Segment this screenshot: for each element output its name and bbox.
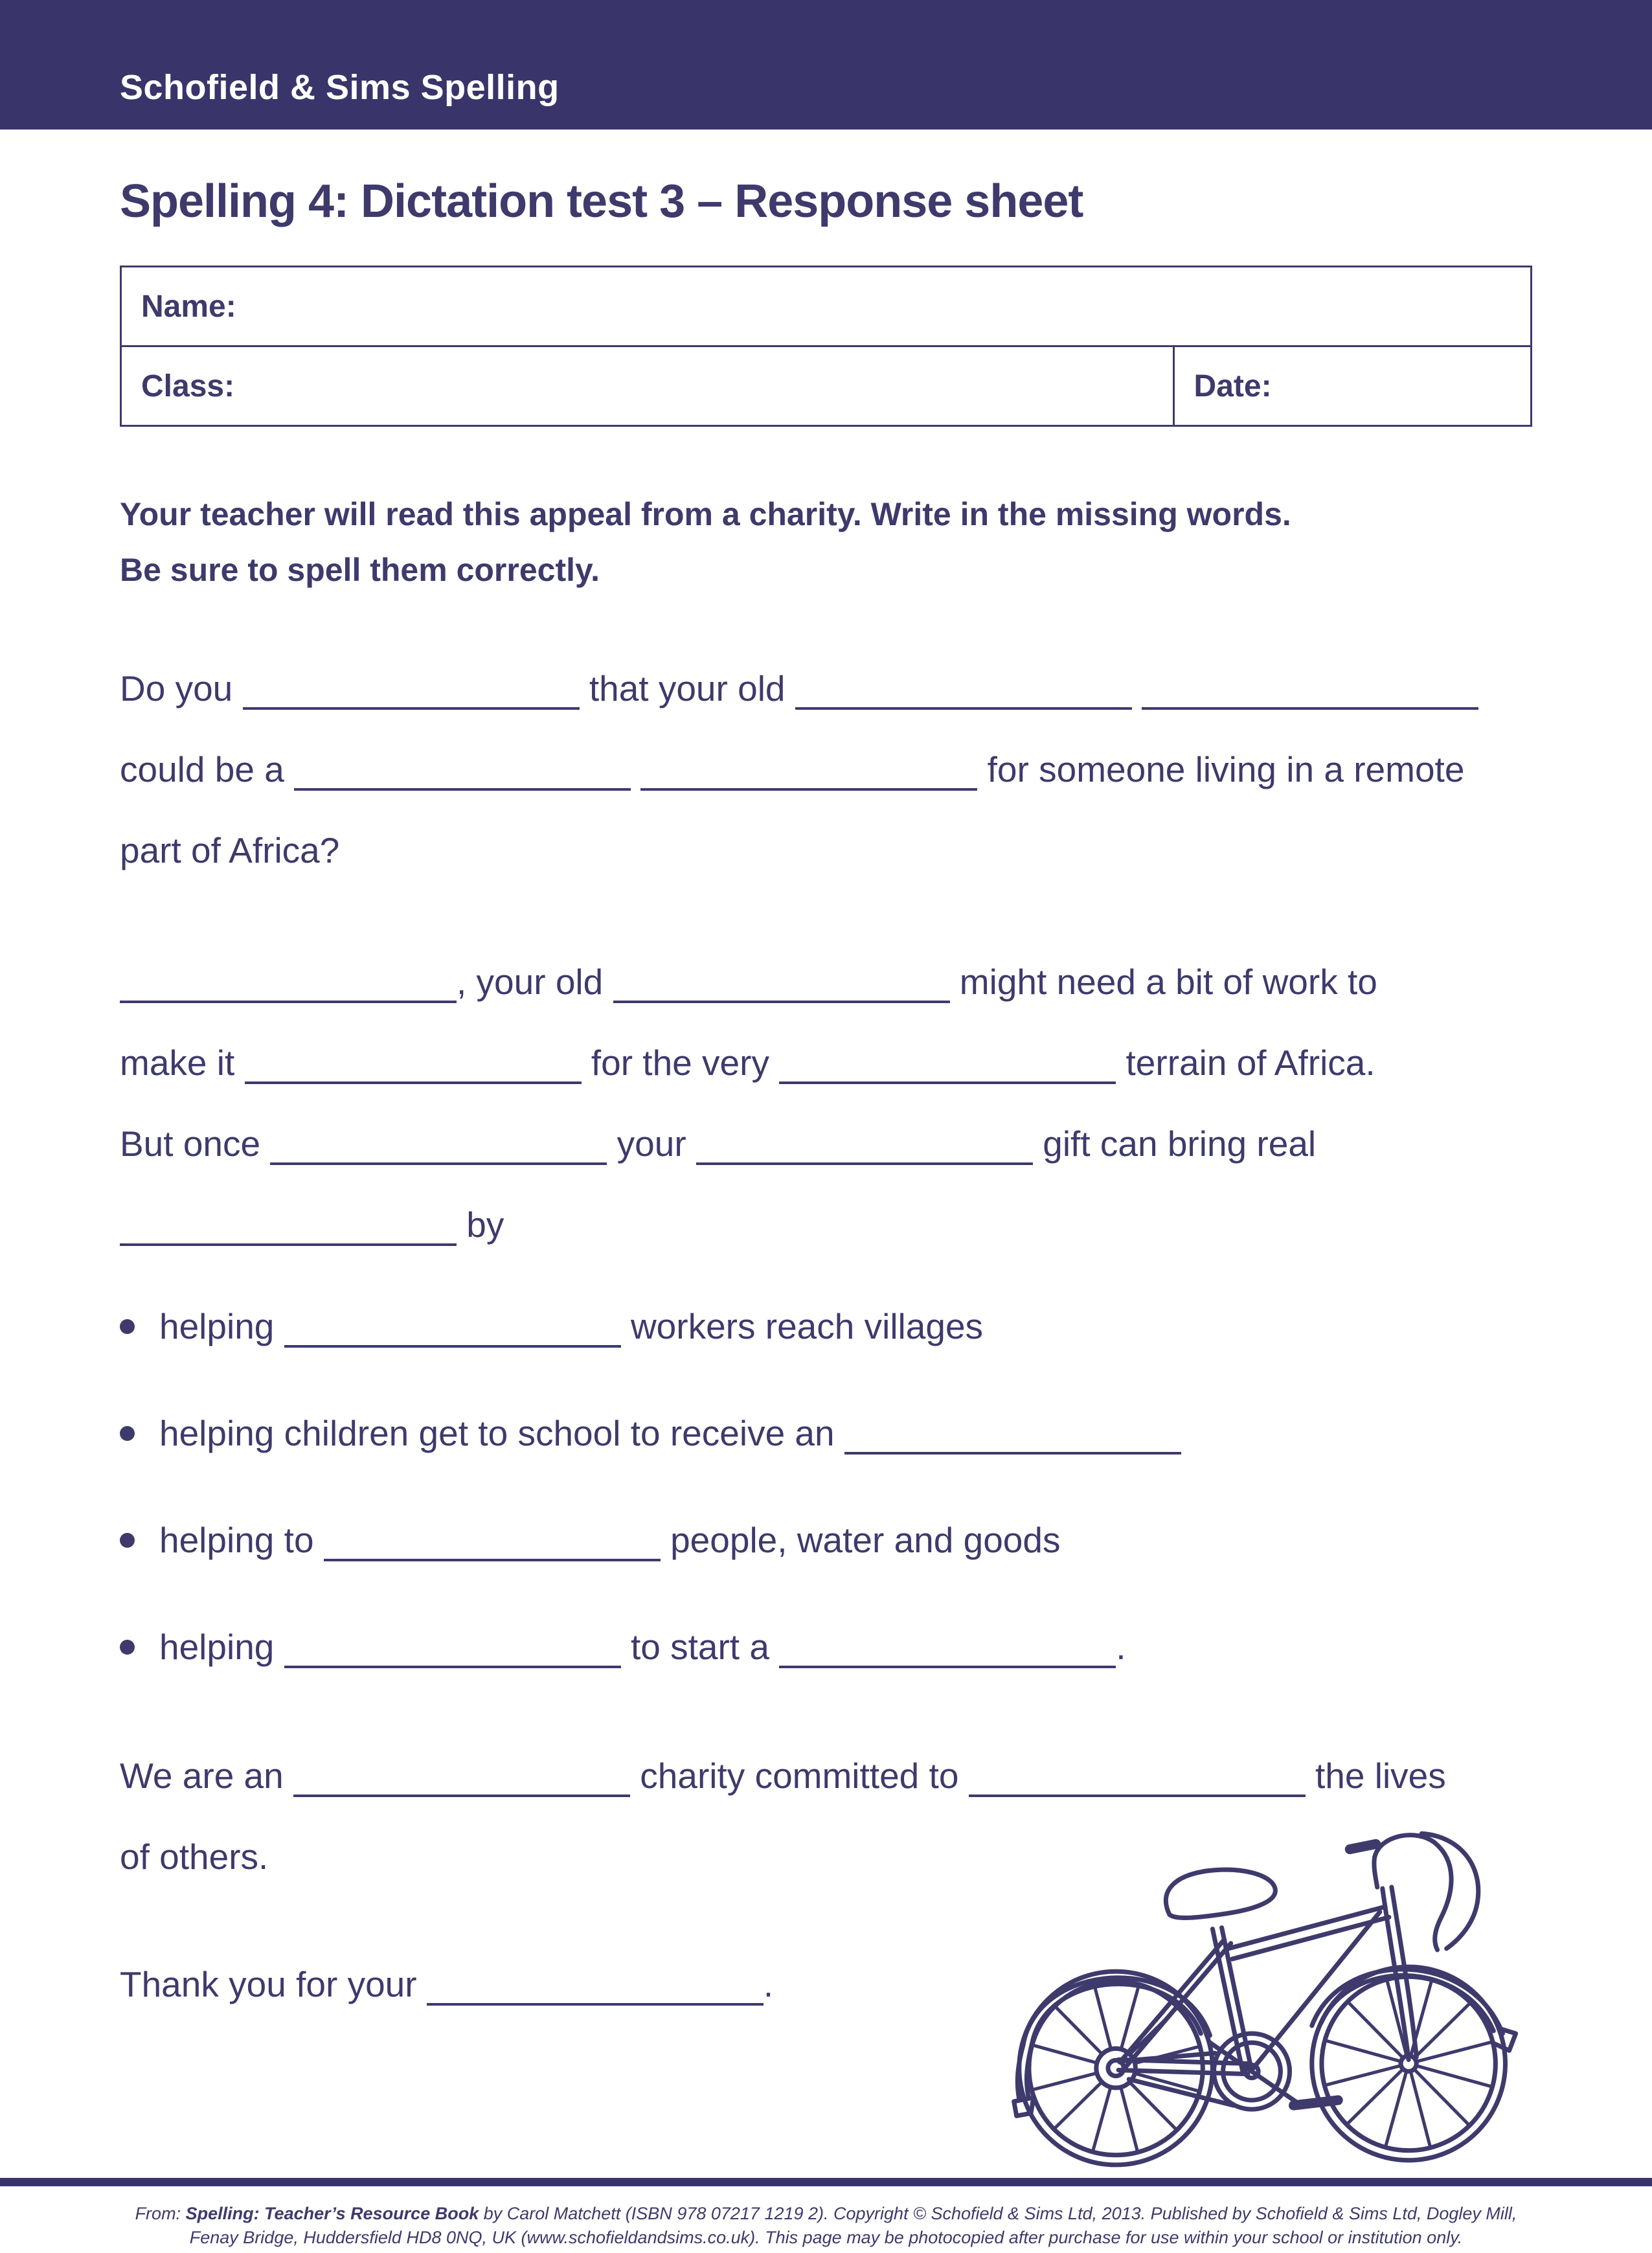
bullet-icon bbox=[120, 1533, 135, 1548]
text-line bbox=[120, 942, 1532, 1023]
text-run: people, water and goods bbox=[660, 1520, 1061, 1560]
text-run: might need a bit of work to bbox=[949, 962, 1377, 1002]
text-line bbox=[120, 729, 1532, 810]
footer bbox=[0, 2202, 1652, 2250]
text-run: , your old bbox=[457, 962, 613, 1002]
answer-blank[interactable] bbox=[293, 1794, 630, 1797]
bullet-item bbox=[120, 1500, 1532, 1581]
text-run: helping bbox=[159, 1627, 284, 1667]
answer-blank[interactable] bbox=[324, 1559, 661, 1561]
answer-blank[interactable] bbox=[613, 1001, 950, 1003]
answer-blank[interactable] bbox=[245, 1081, 582, 1084]
answer-blank[interactable] bbox=[1142, 707, 1478, 710]
paragraph-2 bbox=[120, 942, 1532, 1265]
text-run: for someone living in a remote bbox=[977, 749, 1465, 789]
instructions bbox=[120, 486, 1532, 598]
bullet-item bbox=[120, 1393, 1532, 1474]
footer-line-2: Fenay Bridge, Huddersfield HD8 0NQ, UK (www.schofieldandsims.co.uk). This page may be photocopied after purchase for use within your school or institution only. bbox=[189, 2228, 1463, 2247]
answer-blank[interactable] bbox=[696, 1162, 1033, 1165]
text-run: gift can bring real bbox=[1032, 1124, 1317, 1164]
answer-blank[interactable] bbox=[844, 1452, 1181, 1455]
text-line bbox=[120, 648, 1532, 729]
student-info-table bbox=[120, 266, 1532, 427]
class-label: Class: bbox=[141, 368, 235, 403]
date-field[interactable] bbox=[1173, 347, 1530, 425]
text-line bbox=[120, 1104, 1532, 1184]
answer-blank[interactable] bbox=[427, 2003, 764, 2006]
text-run: Do you bbox=[120, 668, 243, 708]
text-run: part of Africa? bbox=[120, 830, 340, 870]
text-run: Thank you for your bbox=[120, 1964, 427, 2004]
answer-blank[interactable] bbox=[120, 1243, 457, 1246]
footer-rule bbox=[0, 2178, 1652, 2186]
footer-from-label: From: bbox=[135, 2204, 186, 2223]
bullet-list bbox=[120, 1286, 1532, 1688]
text-run bbox=[1132, 668, 1142, 708]
answer-blank[interactable] bbox=[243, 707, 580, 710]
text-run: by bbox=[457, 1205, 504, 1245]
text-run: We are an bbox=[120, 1756, 294, 1796]
text-run: charity committed to bbox=[630, 1756, 969, 1796]
text-run: helping to bbox=[159, 1520, 324, 1560]
answer-blank[interactable] bbox=[270, 1162, 607, 1165]
text-run: But once bbox=[120, 1124, 271, 1164]
brand-title: Schofield & Sims Spelling bbox=[120, 68, 560, 107]
header-bar bbox=[0, 0, 1652, 130]
footer-line-1-rest: by Carol Matchett (ISBN 978 07217 1219 2). Copyright © Schofield & Sims Ltd, 2013. Published by Schofield & Sims Ltd, Dogley Mill, bbox=[479, 2204, 1517, 2223]
text-line bbox=[120, 1736, 1532, 1817]
answer-blank[interactable] bbox=[294, 788, 631, 791]
instructions-line: Be sure to spell them correctly. bbox=[120, 552, 600, 588]
bullet-icon bbox=[120, 1319, 135, 1334]
text-run: terrain of Africa. bbox=[1116, 1043, 1375, 1083]
text-run: helping bbox=[159, 1306, 284, 1346]
table-row bbox=[122, 267, 1530, 345]
text-run: . bbox=[763, 1964, 774, 2004]
bicycle-illustration bbox=[984, 1810, 1522, 2173]
text-run bbox=[631, 749, 640, 789]
text-run: to start a bbox=[620, 1627, 780, 1667]
instructions-line: Your teacher will read this appeal from a charity. Write in the missing words. bbox=[120, 496, 1291, 532]
answer-blank[interactable] bbox=[120, 1001, 457, 1003]
text-run: the lives bbox=[1305, 1756, 1446, 1796]
text-run: could be a bbox=[120, 749, 295, 789]
text-run: helping children get to school to receive an bbox=[159, 1413, 844, 1453]
answer-blank[interactable] bbox=[779, 1081, 1116, 1084]
text-line bbox=[120, 1184, 1532, 1265]
answer-blank[interactable] bbox=[795, 707, 1132, 710]
name-field[interactable] bbox=[122, 267, 1530, 345]
paragraph-1 bbox=[120, 648, 1532, 891]
saddle bbox=[1166, 1870, 1275, 1918]
answer-blank[interactable] bbox=[640, 788, 977, 791]
text-line bbox=[120, 1023, 1532, 1104]
name-label: Name: bbox=[141, 289, 236, 324]
text-run: your bbox=[607, 1124, 696, 1164]
bullet-item bbox=[120, 1286, 1532, 1367]
answer-blank[interactable] bbox=[284, 1666, 621, 1668]
text-run: make it bbox=[120, 1043, 245, 1083]
text-line bbox=[120, 810, 1532, 891]
table-row bbox=[122, 345, 1530, 425]
class-field[interactable] bbox=[122, 347, 1173, 425]
text-run: for the very bbox=[581, 1043, 780, 1083]
footer-line-1 bbox=[0, 2202, 1652, 2226]
bullet-item bbox=[120, 1607, 1532, 1688]
text-run: of others. bbox=[120, 1837, 269, 1877]
answer-blank[interactable] bbox=[284, 1345, 621, 1348]
page-title: Spelling 4: Dictation test 3 – Response sheet bbox=[120, 175, 1083, 227]
text-run: workers reach villages bbox=[620, 1306, 984, 1346]
date-label: Date: bbox=[1194, 368, 1272, 403]
bullet-icon bbox=[120, 1426, 135, 1441]
answer-blank[interactable] bbox=[969, 1794, 1306, 1797]
answer-blank[interactable] bbox=[779, 1666, 1116, 1668]
text-run: that your old bbox=[579, 668, 795, 708]
handlebar bbox=[1350, 1833, 1478, 1950]
footer-book-title: Spelling: Teacher’s Resource Book bbox=[185, 2204, 479, 2223]
bullet-icon bbox=[120, 1640, 135, 1655]
text-run: . bbox=[1116, 1627, 1126, 1667]
